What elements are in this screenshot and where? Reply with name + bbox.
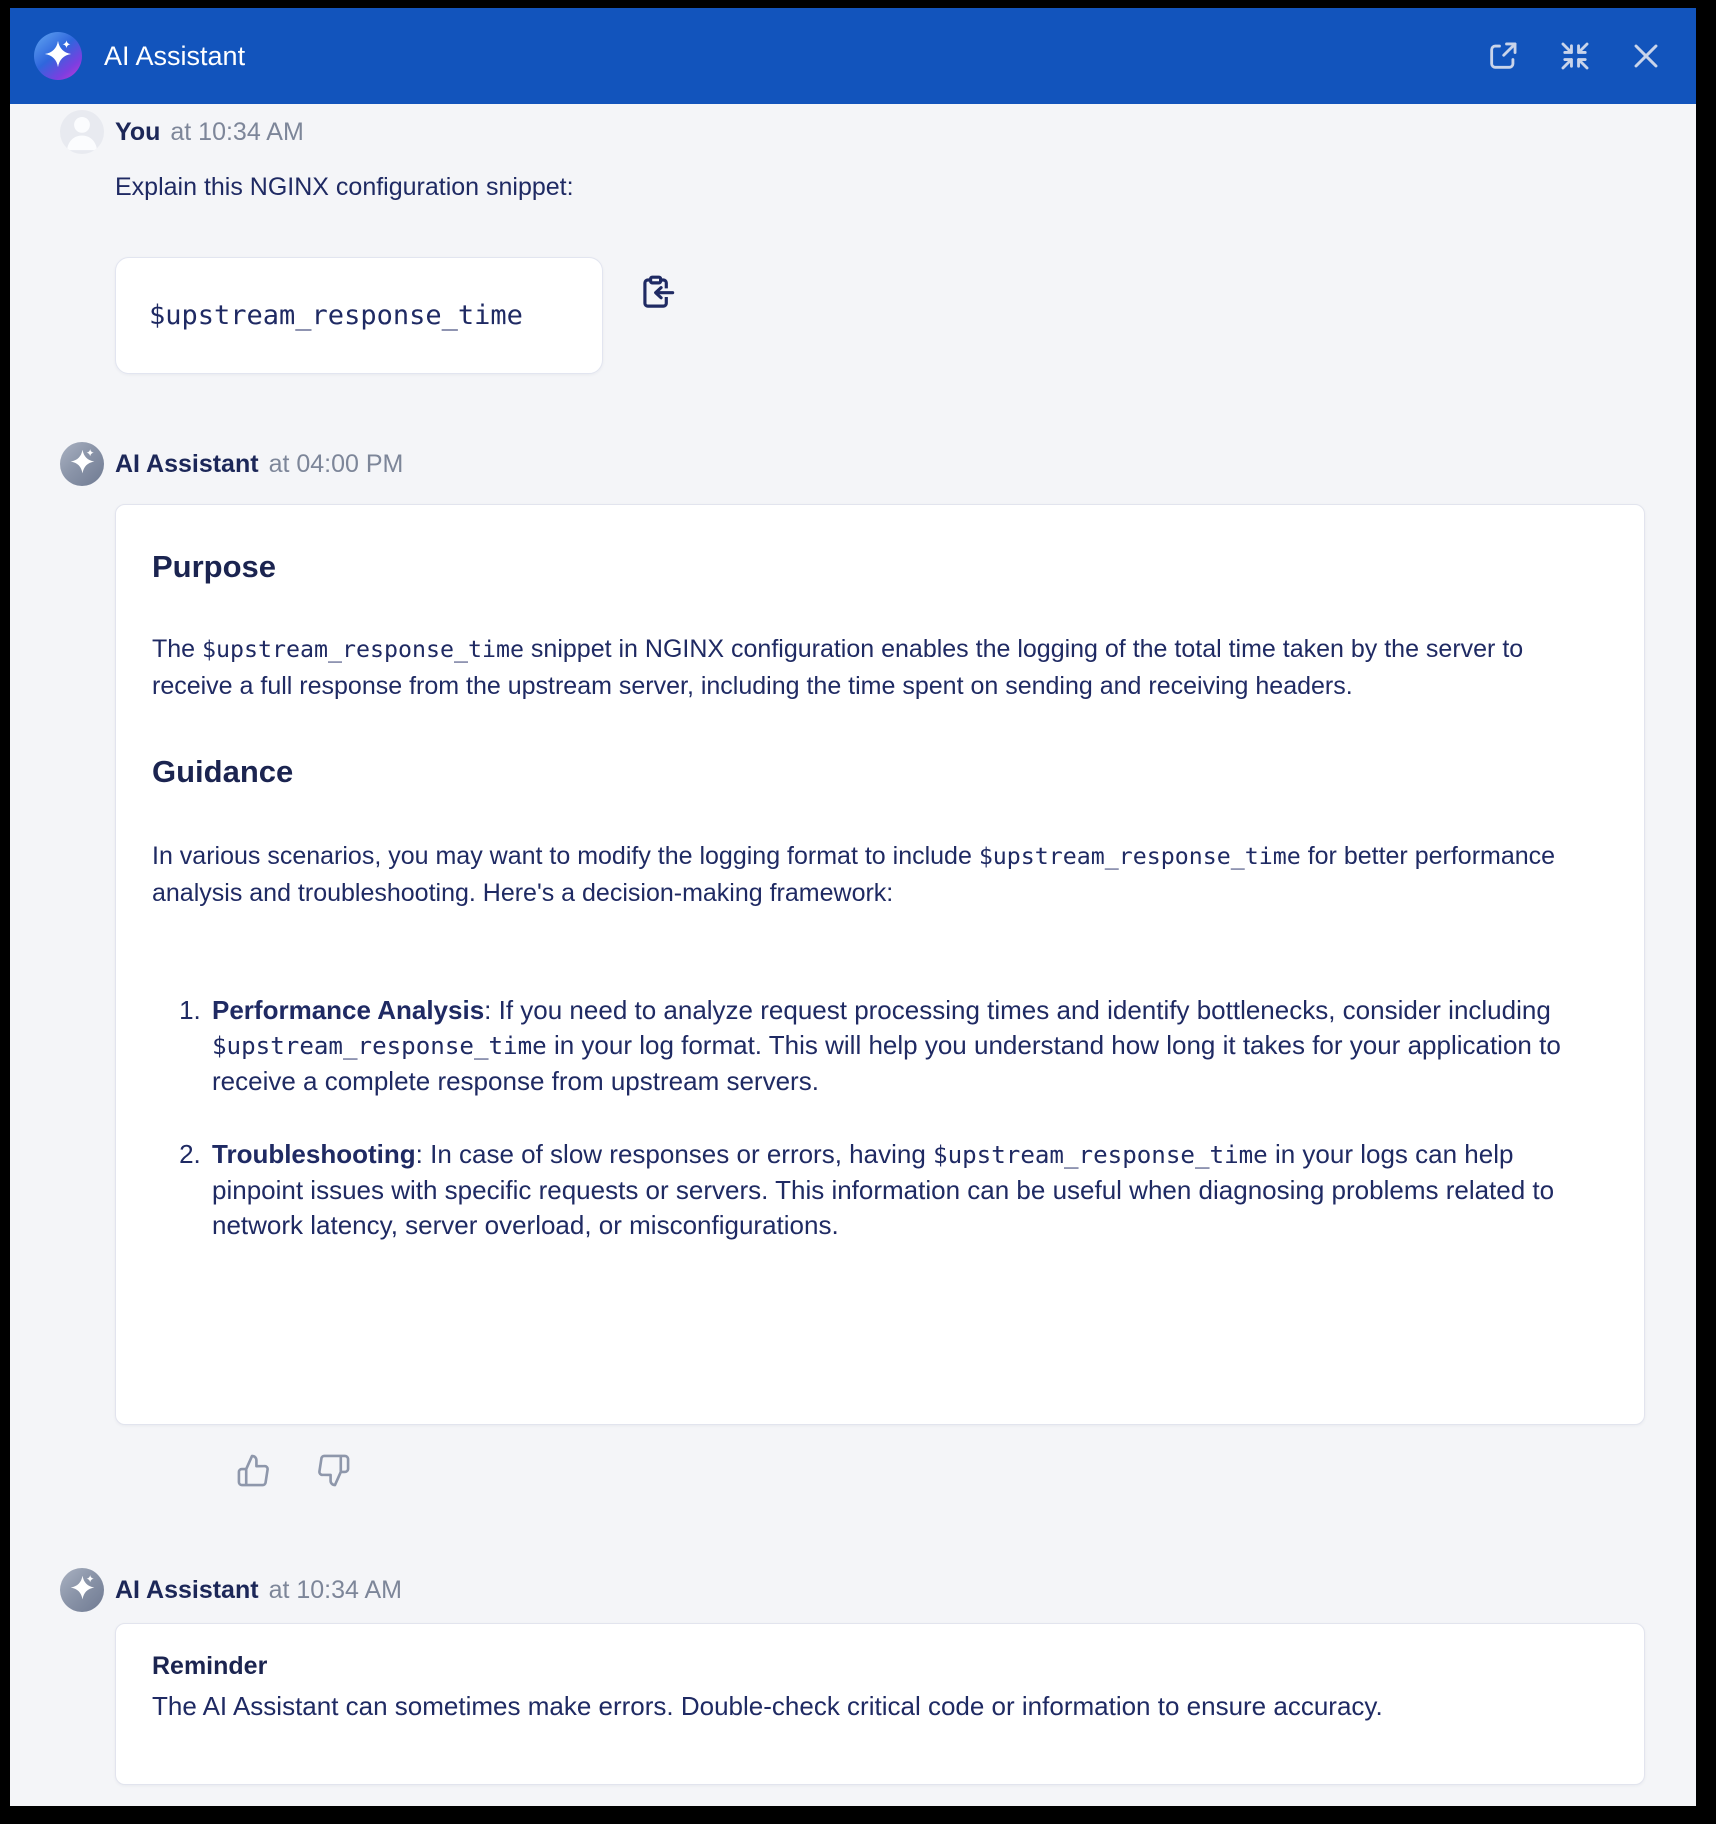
section-heading-purpose: Purpose <box>152 549 277 584</box>
assistant-avatar <box>60 442 104 486</box>
panel-title: AI Assistant <box>104 40 246 71</box>
person-icon <box>60 110 104 154</box>
close-icon[interactable] <box>1630 40 1662 72</box>
message-author: AI Assistant <box>115 449 259 478</box>
message-author: AI Assistant <box>115 1575 259 1604</box>
message-author: You <box>115 117 161 146</box>
guidance-paragraph: In various scenarios, you may want to modify the logging format to include $upstream_response_time for better performance analysis and troubleshooting. Here's a decision-making framework: <box>152 842 1556 907</box>
assistant-reminder-message <box>10 1568 1696 1785</box>
sparkle-icon <box>43 39 73 74</box>
list-item: 1. Performance Analysis: If you need to analyze request processing times and identify bottlenecks, consider including $upstream_response_time in your log format. This will help you understand how long it takes for your application to receive a complete response from upstream servers. <box>208 993 1608 1099</box>
message-timestamp: at 10:34 AM <box>170 117 304 146</box>
code-snippet-box <box>115 257 603 374</box>
ai-assistant-panel <box>10 8 1696 1806</box>
reminder-card <box>115 1623 1645 1785</box>
user-message-text: Explain this NGINX configuration snippet: <box>115 173 574 201</box>
thumbs-down-icon[interactable] <box>316 1453 351 1491</box>
collapse-panel-icon[interactable] <box>1558 39 1592 73</box>
paste-clipboard-icon[interactable] <box>637 274 675 315</box>
reminder-text: The AI Assistant can sometimes make errors. Double-check critical code or information to ensure accuracy. <box>152 1691 1383 1721</box>
message-timestamp: at 04:00 PM <box>268 449 404 478</box>
sparkle-icon <box>69 1574 96 1606</box>
assistant-answer-card <box>115 504 1645 1425</box>
assistant-avatar <box>60 1568 104 1612</box>
assistant-message <box>10 442 1696 1491</box>
list-item: 2. Troubleshooting: In case of slow responses or errors, having $upstream_response_time in your logs can help pinpoint issues with specific requests or servers. This information can be useful when diagnosing problems related to network latency, server overload, or misconfigurations. <box>208 1137 1608 1243</box>
thumbs-up-icon[interactable] <box>236 1453 271 1491</box>
ai-assistant-logo <box>34 32 82 80</box>
section-heading-guidance: Guidance <box>152 754 294 789</box>
message-timestamp: at 10:34 AM <box>268 1575 402 1604</box>
user-avatar <box>60 110 104 154</box>
code-snippet-text: $upstream_response_time <box>149 300 523 331</box>
open-in-new-window-icon[interactable] <box>1486 39 1520 73</box>
user-message <box>10 110 1696 374</box>
sparkle-icon <box>69 448 96 480</box>
purpose-paragraph: The $upstream_response_time snippet in NGINX configuration enables the logging of the total time taken by the server to receive a full response from the upstream server, including the time spent on sending and receiving headers. <box>152 635 1524 700</box>
chat-history <box>10 110 1696 1785</box>
panel-header <box>10 8 1696 104</box>
reminder-heading: Reminder <box>152 1652 268 1680</box>
feedback-bar <box>236 1453 1696 1491</box>
guidance-list <box>152 993 1608 1243</box>
